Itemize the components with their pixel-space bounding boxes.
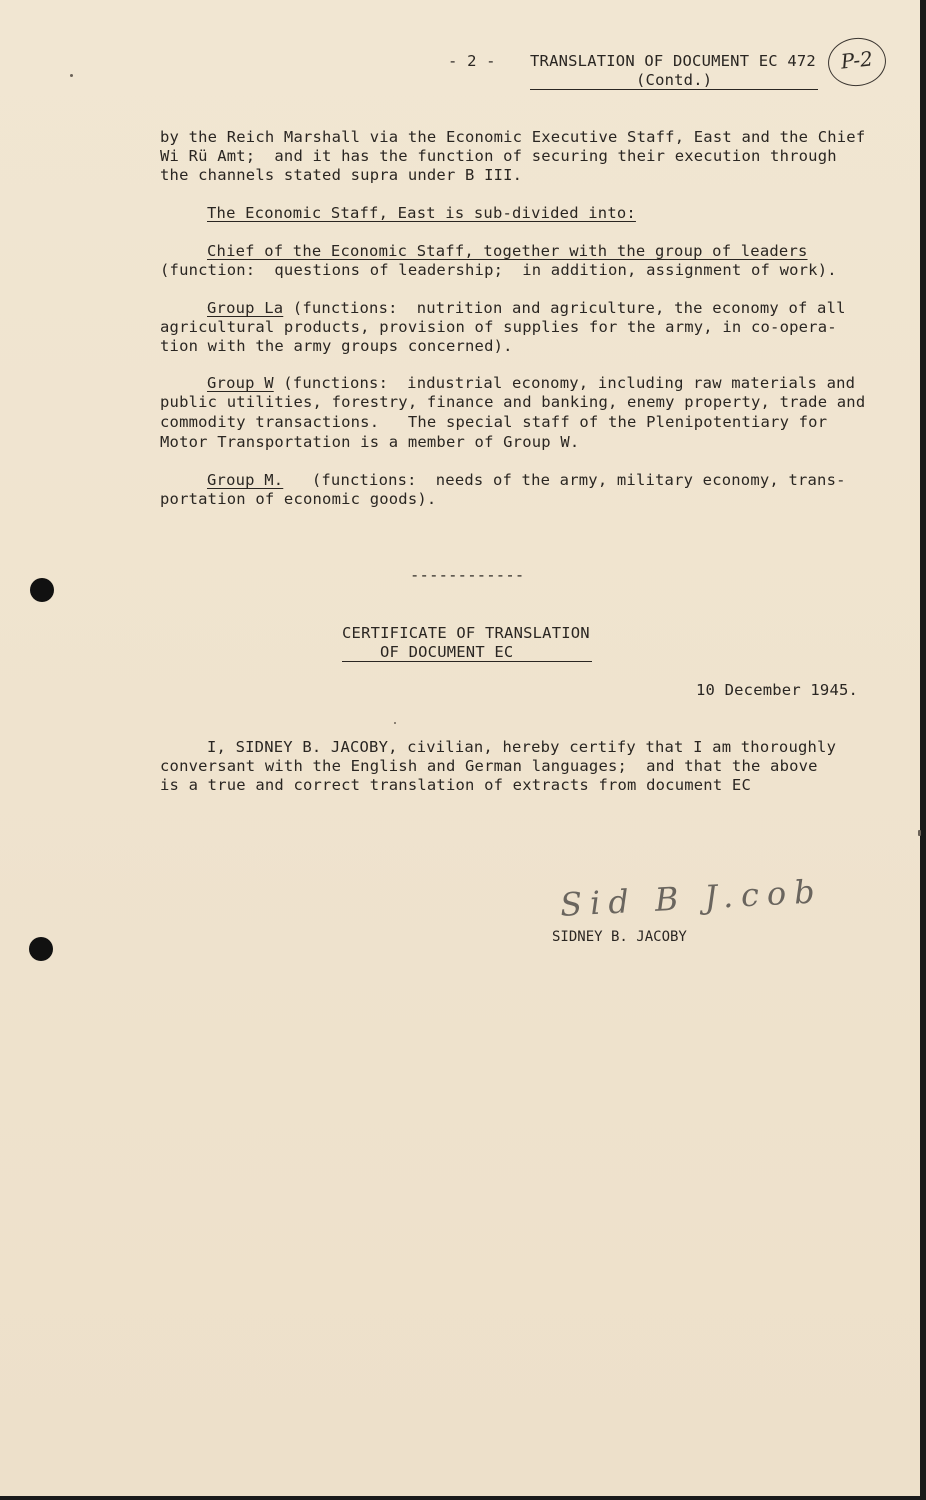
document-title-contd: (Contd.) bbox=[636, 71, 713, 89]
certificate-text-line: is a true and correct translation of extracts from document EC bbox=[160, 776, 751, 794]
group-la-line bbox=[207, 299, 846, 318]
certificate-title: CERTIFICATE OF TRANSLATION bbox=[342, 624, 590, 642]
body-line: agricultural products, provision of supplies for the army, in co-opera- bbox=[160, 318, 837, 336]
body-line: by the Reich Marshall via the Economic Executive Staff, East and the Chief bbox=[160, 128, 866, 146]
paper-speck bbox=[918, 830, 921, 836]
group-la-functions: (functions: nutrition and agriculture, the economy of all bbox=[283, 299, 846, 317]
group-w-functions: (functions: industrial economy, including raw materials and bbox=[273, 374, 856, 392]
group-m-label: Group M. bbox=[207, 471, 284, 489]
body-line: tion with the army groups concerned). bbox=[160, 337, 513, 355]
group-m-functions: (functions: needs of the army, military economy, trans- bbox=[283, 471, 846, 489]
certificate-underline bbox=[342, 661, 592, 662]
body-line: Wi Rü Amt; and it has the function of securing their execution through bbox=[160, 147, 837, 165]
signer-name: SIDNEY B. JACOBY bbox=[552, 929, 687, 945]
body-line: (function: questions of leadership; in addition, assignment of work). bbox=[160, 261, 837, 279]
punch-hole-top bbox=[30, 578, 54, 602]
body-line: public utilities, forestry, finance and banking, enemy property, trade and bbox=[160, 393, 866, 411]
page-stamp bbox=[826, 35, 889, 89]
punch-hole-bottom bbox=[29, 937, 53, 961]
group-w-label: Group W bbox=[207, 374, 274, 392]
group-w-line bbox=[207, 374, 855, 393]
group-m-line bbox=[207, 471, 846, 490]
certificate-title-document: OF DOCUMENT EC bbox=[380, 643, 514, 661]
certificate-text-line: I, SIDNEY B. JACOBY, civilian, hereby certify that I am thoroughly bbox=[207, 738, 837, 756]
body-line: commodity transactions. The special staff of the Plenipotentiary for bbox=[160, 413, 828, 431]
body-line: portation of economic goods). bbox=[160, 490, 437, 508]
group-la-label: Group La bbox=[207, 299, 284, 317]
chief-staff-heading: Chief of the Economic Staff, together with the group of leaders bbox=[207, 242, 808, 260]
certificate-text-line: conversant with the English and German languages; and that the above bbox=[160, 757, 818, 775]
document-title: TRANSLATION OF DOCUMENT EC 472 bbox=[530, 52, 816, 70]
page-number: - 2 - bbox=[448, 52, 496, 70]
certificate-date: 10 December 1945. bbox=[696, 681, 859, 699]
paper-speck bbox=[394, 722, 396, 724]
body-line: Motor Transportation is a member of Group W. bbox=[160, 433, 580, 451]
handwritten-signature: Sid B J.cob bbox=[559, 872, 824, 924]
header-underline bbox=[530, 89, 818, 90]
subdivision-heading: The Economic Staff, East is sub-divided into: bbox=[207, 204, 636, 222]
page-stamp-text: P-2 bbox=[839, 46, 874, 74]
body-line: the channels stated supra under B III. bbox=[160, 166, 523, 184]
paper-speck bbox=[70, 74, 73, 77]
section-separator: ------------ bbox=[410, 566, 525, 584]
